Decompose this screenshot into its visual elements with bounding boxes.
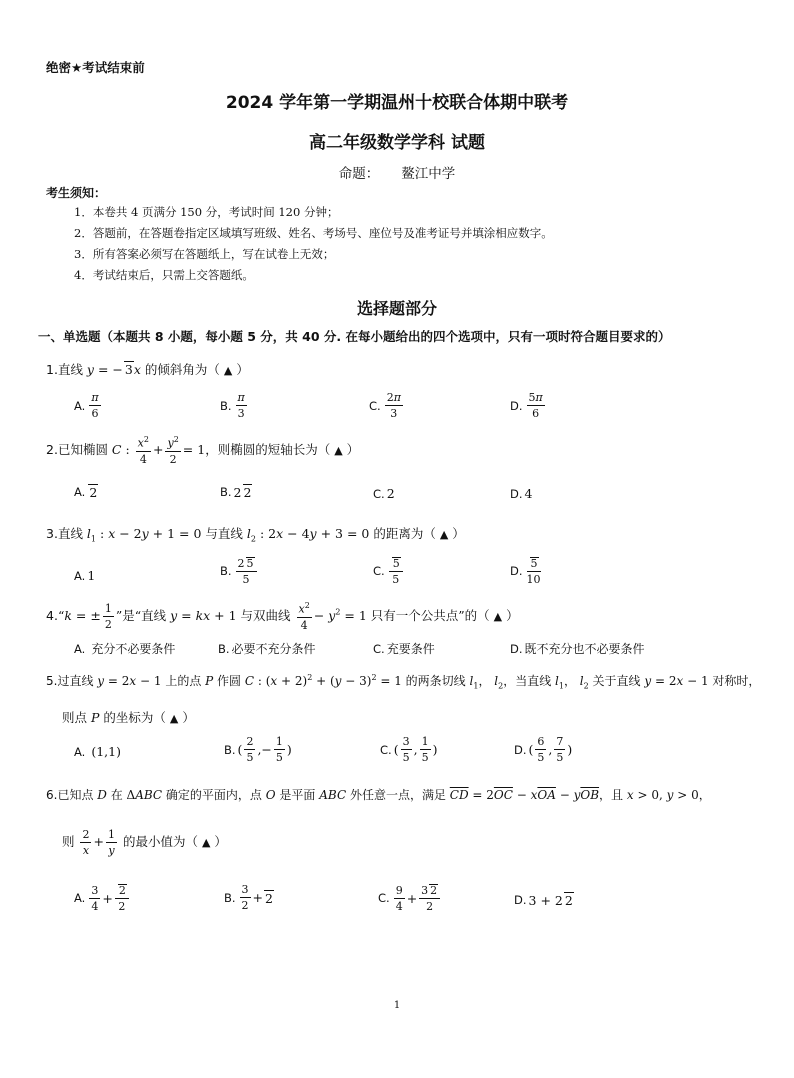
answer-blank: ▲ <box>201 836 211 849</box>
option-b <box>218 640 316 657</box>
confidential-mark: 绝密★考试结束前 <box>46 60 145 75</box>
option-value: (1,1) <box>91 744 121 759</box>
question-text: ） <box>236 362 249 377</box>
option-value: 既不充分也不必要条件 <box>524 642 645 656</box>
notice-item: 4．考试结束后，只需上交答题纸。 <box>74 268 254 282</box>
option-b: B. ( $\frac{2}{5}$ ,− $\frac{1}{5}$ ) <box>224 735 292 764</box>
option-label: D. <box>514 742 527 757</box>
author-label: 命题： <box>338 166 380 182</box>
question-text: 确定的平面内，点 <box>162 788 266 802</box>
question-text: 的倾斜角为（ <box>140 362 220 377</box>
option-value: 必要不充分条件 <box>231 642 316 656</box>
option-label: A. <box>74 744 86 759</box>
option-d: D. $\frac{5\pi}{6}$ <box>510 391 543 420</box>
question-6: 6.已知点 D 在 ΔABC 确定的平面内，点 O 是平面 ABC 外任意一点，满足 $\overline{CD} = 2\overline{OC} - x\overline{OA} - y\overline{OB}$，且 x > 0, y > 0， <box>46 788 711 802</box>
question-text: ） <box>182 710 195 725</box>
question-number: 1. <box>46 362 58 377</box>
question-text: 是平面 <box>275 788 320 802</box>
option-label: A. <box>74 891 86 905</box>
option-value: 1 <box>87 568 96 583</box>
answer-blank: ▲ <box>169 712 179 725</box>
option-label: A. <box>74 641 86 656</box>
question-text: 的距离为（ <box>369 526 436 541</box>
option-label: B. <box>218 641 230 656</box>
option-label: C. <box>373 564 385 578</box>
question-text: “ <box>57 607 65 623</box>
question-text: 的两条切线 <box>401 674 470 688</box>
question-text: 关于直线 <box>588 674 645 688</box>
page-number: 1 <box>393 1000 401 1011</box>
question-text: 则 <box>62 834 79 849</box>
question-5: 5.过直线 y = 2x − 1 上的点 P 作圆 C : $(x + 2)^2 + (y - 3)^2 = 1$ 的两条切线 $l_1$， $l_2$，当直线 $l_1$， $l_2$ 关于直线 y = 2x − 1 对称时， <box>46 673 761 691</box>
question-text: 外任意一点，满足 <box>346 788 450 802</box>
option-b: B. $\frac{2 5}{5}$ <box>220 557 259 585</box>
question-number: 2. <box>46 441 58 457</box>
question-5-line-2: 则点 P 的坐标为（ ▲ ） <box>62 710 195 725</box>
option-value: 4 <box>524 486 533 501</box>
question-4: 4.“k = ± $\frac{1}{2}$ ”是“直线 y = kx + 1 与双曲线 $\frac{x^2}{4}$ − $y^2 = 1$ 只有一个公共点”的（ ▲ ） <box>46 601 519 632</box>
question-text: ，且 <box>599 788 627 802</box>
option-label: D. <box>510 398 523 413</box>
section-title: 选择题部分 <box>356 299 437 318</box>
author-school: 鳌江中学 <box>401 166 456 182</box>
question-number: 6. <box>46 788 58 802</box>
answer-blank: ▲ <box>493 609 503 623</box>
option-label: B. <box>220 485 232 499</box>
notice-item: 2．答题前，在答题卷指定区域填写班级、姓名、考场号、座位号及准考证号并填涂相应数字。 <box>74 226 553 240</box>
option-d: D. 3 + 2 2 <box>514 892 573 908</box>
option-label: D. <box>514 893 527 907</box>
part-heading: 一、单选题（本题共 8 小题，每小题 5 分，共 40 分. 在每小题给出的四个选项中，只有一项时符合题目要求的） <box>38 329 671 344</box>
notice-item: 3．所有答案必须写在答题纸上，写在试卷上无效； <box>74 247 335 261</box>
question-text: 的坐标为（ <box>99 710 166 725</box>
question-number: 4. <box>46 607 58 623</box>
question-text: ） <box>346 441 360 457</box>
question-text: ”是“直线 <box>115 607 171 623</box>
option-value: 2 <box>386 486 395 501</box>
option-c: C. ( $\frac{3}{5}$ , $\frac{1}{5}$ ) <box>380 735 438 764</box>
option-label: B. <box>220 564 232 578</box>
option-a: A. 2 <box>74 485 98 500</box>
option-label: C. <box>369 398 381 413</box>
question-text: 上的点 <box>161 674 206 688</box>
option-a <box>74 568 95 583</box>
exam-title: 2024 学年第一学期温州十校联合体期中联考 <box>225 93 569 113</box>
question-text: 在 <box>106 788 127 802</box>
option-a: A. $\frac{\pi}{6}$ <box>74 391 99 420</box>
question-number: 5. <box>46 674 58 688</box>
option-label: D. <box>510 564 523 578</box>
notice-heading: 考生须知： <box>46 186 107 200</box>
option-label: D. <box>510 486 523 501</box>
option-label: B. <box>224 890 236 905</box>
question-text: ，当直线 <box>503 674 556 688</box>
question-text: 与双曲线 <box>236 607 295 623</box>
option-c <box>373 640 435 657</box>
option-a <box>74 640 175 657</box>
option-c: C. $\frac{2\pi}{3}$ <box>369 391 401 420</box>
answer-blank: ▲ <box>439 528 449 541</box>
option-c <box>373 486 395 501</box>
option-b: B. $\frac{3}{2}$ + 2 <box>224 883 273 912</box>
option-label: B. <box>220 398 232 413</box>
question-3: 3.直线 $l_1$ : x − 2y + 1 = 0 与直线 $l_2$ : 2x − 4y + 3 = 0 的距离为（ ▲ ） <box>46 526 465 544</box>
option-label: D. <box>510 641 523 656</box>
option-label: C. <box>373 641 385 656</box>
question-text: 过直线 <box>57 674 98 688</box>
question-text: 作圆 <box>213 674 245 688</box>
option-value: 充分不必要条件 <box>91 642 176 656</box>
exam-subtitle: 高二年级数学学科 试题 <box>309 133 485 153</box>
option-b: B. 2 2 <box>220 484 252 500</box>
option-d <box>510 486 532 501</box>
option-value: 充要条件 <box>386 642 435 656</box>
answer-blank: ▲ <box>223 364 233 377</box>
option-label: C. <box>373 486 385 501</box>
question-text: ） <box>452 526 465 541</box>
question-text: ） <box>506 607 519 623</box>
option-a <box>74 744 121 759</box>
question-text: 与直线 <box>201 526 247 541</box>
question-text: 只有一个公共点”的（ <box>366 607 490 623</box>
question-text: 已知点 <box>57 788 98 802</box>
question-text: 已知椭圆 <box>57 441 112 457</box>
question-text: 则点 <box>62 710 91 725</box>
option-c: C. $\frac{9}{4}$ + $\frac{3 2}{2}$ <box>378 884 442 912</box>
option-label: A. <box>74 485 86 499</box>
question-text: 直线 <box>57 526 87 541</box>
option-c: C. $\frac{5}{5}$ <box>373 557 405 585</box>
option-b: B. $\frac{\pi}{3}$ <box>220 391 245 420</box>
option-a: A. $\frac{3}{4}$ + $\frac{2}{2}$ <box>74 884 131 912</box>
option-label: A. <box>74 398 86 413</box>
question-text: 对称时， <box>708 674 761 688</box>
option-d: D. $\frac{5}{10}$ <box>510 557 541 586</box>
question-1: 1.直线 y = − 3x 的倾斜角为（ ▲ ） <box>46 362 249 377</box>
option-d <box>510 640 645 657</box>
question-text: ，则椭圆的短轴长为（ <box>205 441 331 457</box>
question-2: 2.已知椭圆 C : $\frac{x^2}{4}$ + $\frac{y^2}{2}$ = 1，则椭圆的短轴长为（ ▲ ） <box>46 435 360 466</box>
answer-blank: ▲ <box>334 443 343 457</box>
notice-item: 1．本卷共 4 页满分 150 分，考试时间 120 分钟； <box>74 205 339 219</box>
question-6-line-2: 则 $\frac{2}{x}$ + $\frac{1}{y}$ 的最小值为（ ▲ ） <box>62 828 227 857</box>
question-text: ） <box>214 834 227 849</box>
option-label: A. <box>74 568 86 583</box>
option-label: C. <box>378 891 390 905</box>
option-label: B. <box>224 742 236 757</box>
question-number: 3. <box>46 526 58 541</box>
option-label: C. <box>380 742 392 757</box>
author-line <box>0 162 794 182</box>
option-d: D. ( $\frac{6}{5}$ , $\frac{7}{5}$ ) <box>514 735 573 764</box>
question-text: 的最小值为（ <box>118 834 198 849</box>
question-text: ， <box>698 788 711 802</box>
question-text: 直线 <box>57 362 87 377</box>
